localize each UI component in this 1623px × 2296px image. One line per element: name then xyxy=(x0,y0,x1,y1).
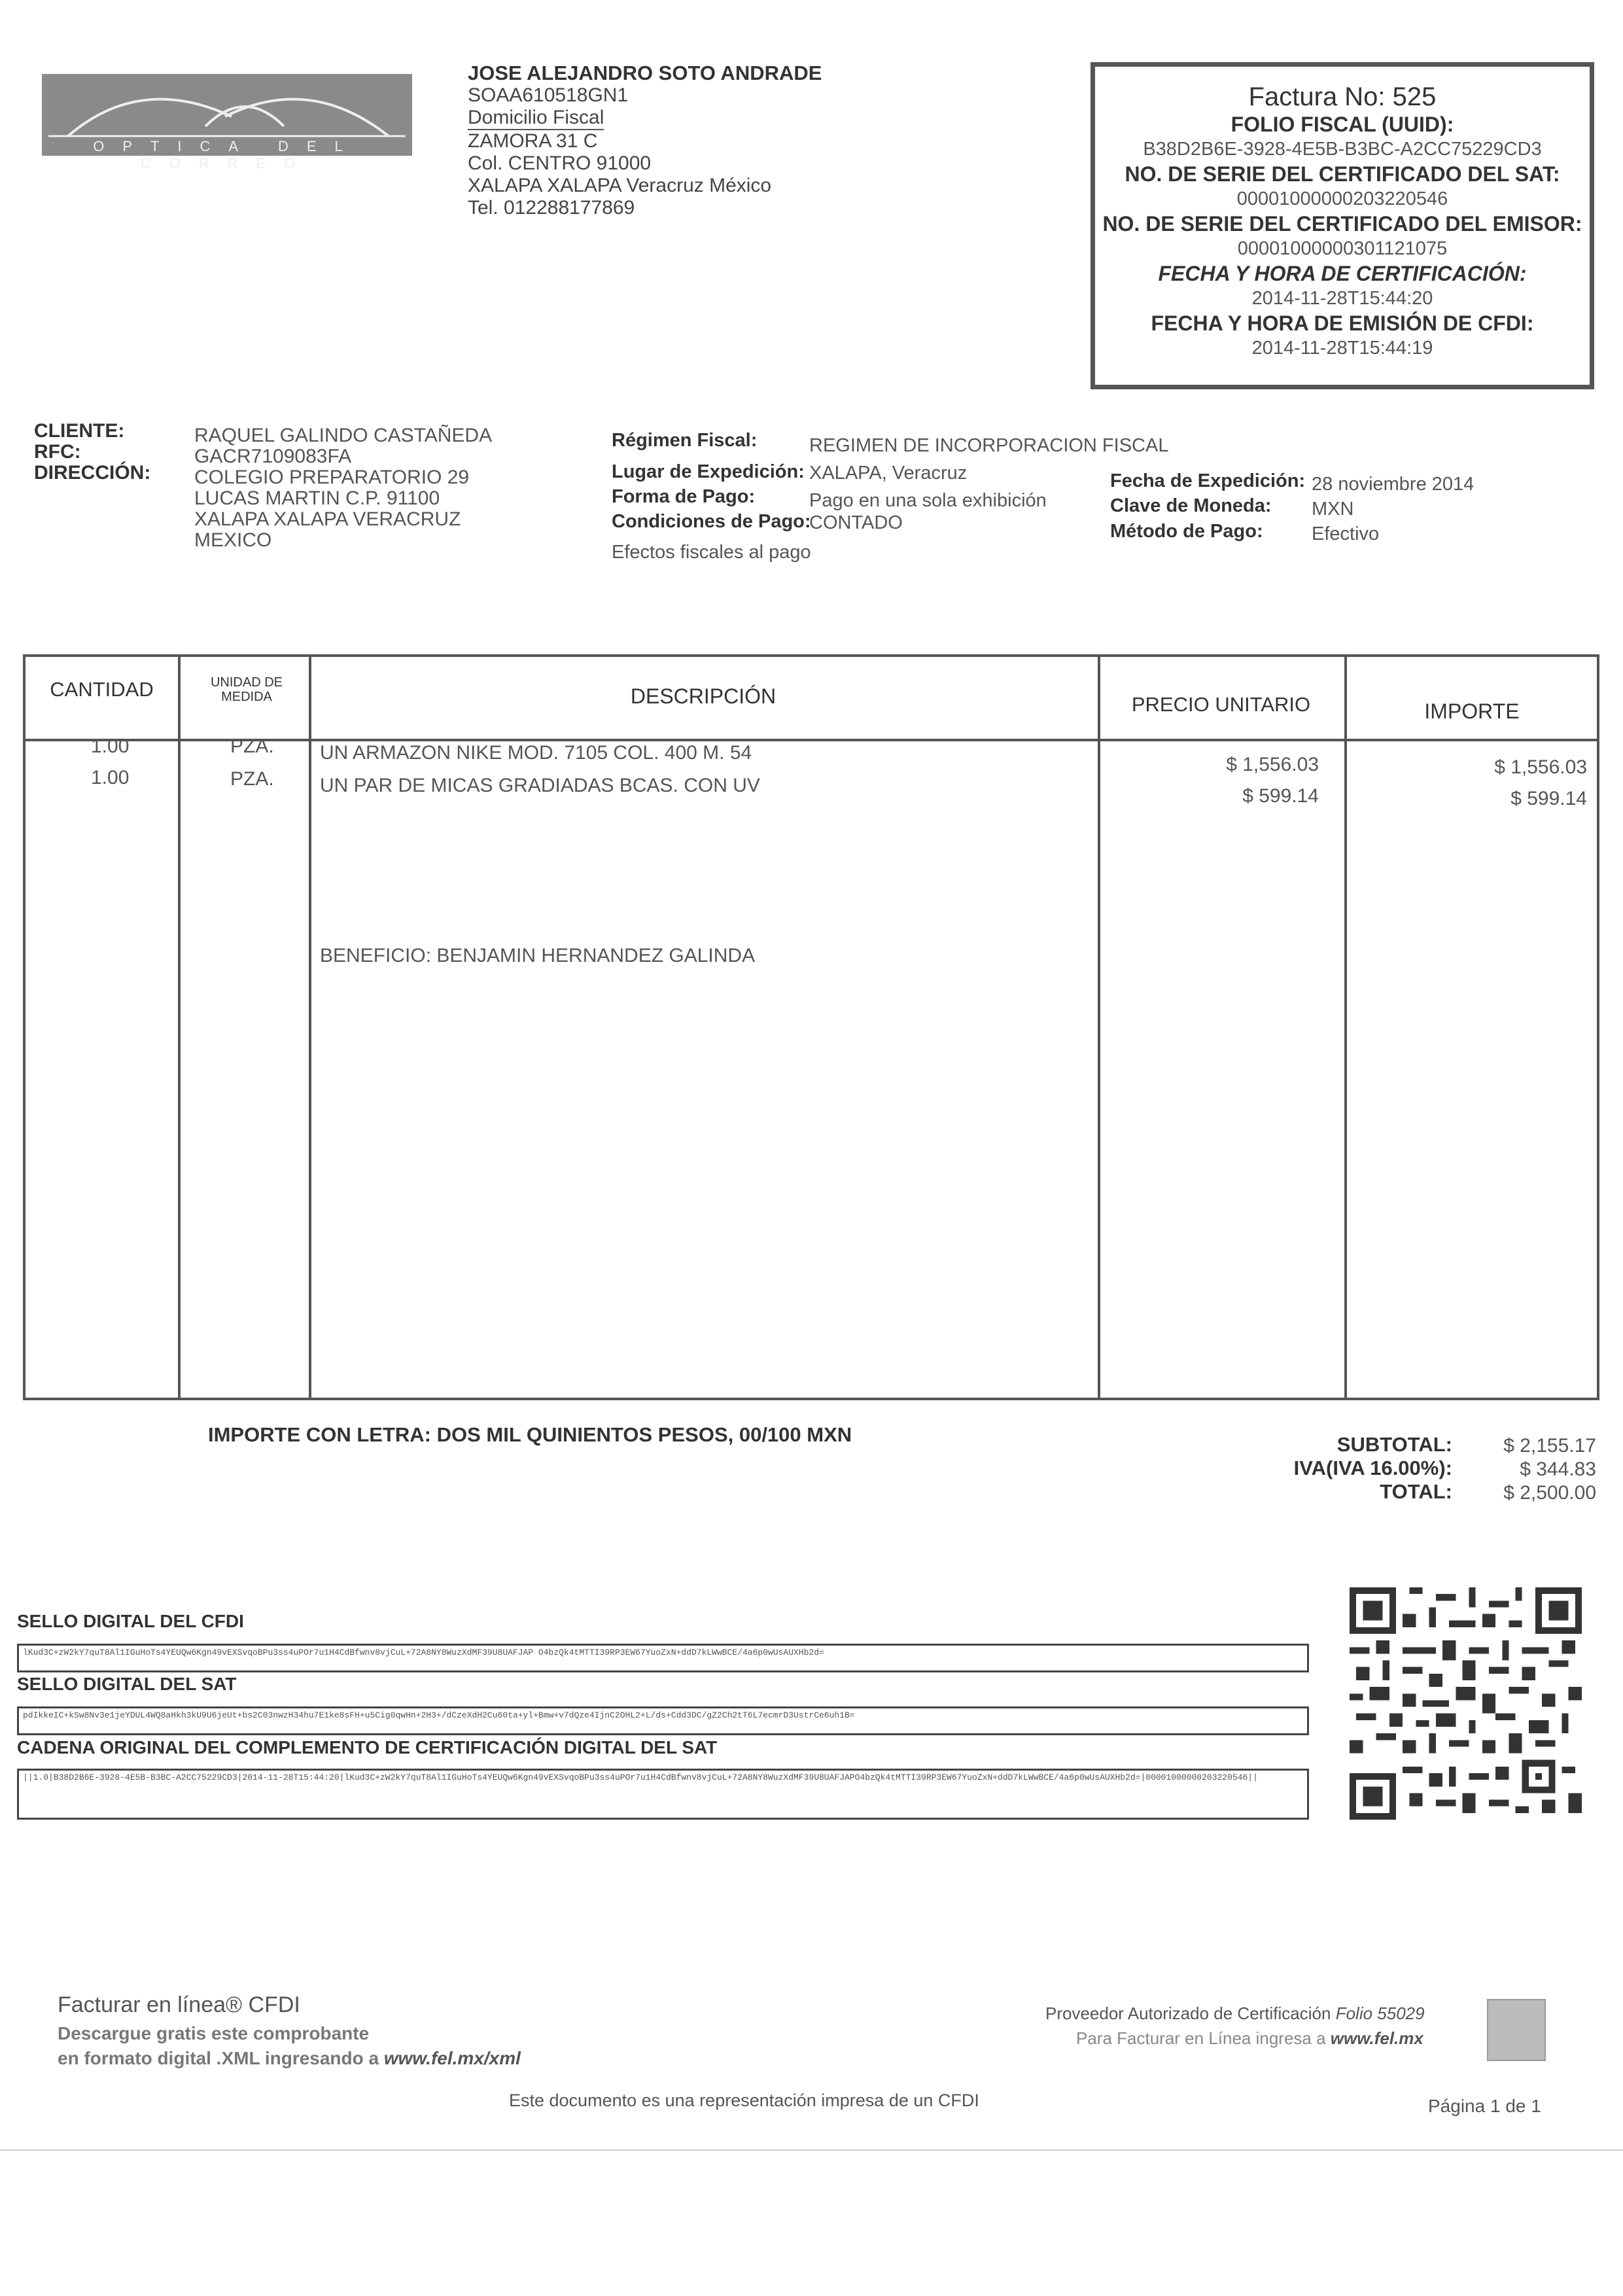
fecha-label: Fecha de Expedición: xyxy=(1110,470,1306,491)
row1-precio: $ 1,556.03 xyxy=(1226,754,1319,775)
sello-cfdi-label: SELLO DIGITAL DEL CFDI xyxy=(17,1611,244,1631)
row1-unidad: PZA. xyxy=(230,735,274,757)
page-number: Página 1 de 1 xyxy=(1428,2096,1541,2116)
sat-serial-label: NO. DE SERIE DEL CERTIFICADO DEL SAT: xyxy=(1125,162,1560,186)
client-addr1: COLEGIO PREPARATORIO 29 xyxy=(194,467,470,488)
total-label: TOTAL: xyxy=(1380,1480,1452,1503)
client-addr2: LUCAS MARTIN C.P. 91100 xyxy=(194,487,440,509)
issuer-phone: Tel. 012288177869 xyxy=(468,197,635,219)
invoice-number: Factura No: 525 xyxy=(1248,82,1437,111)
cert-date-label: FECHA Y HORA DE CERTIFICACIÓN: xyxy=(1158,262,1527,285)
col-divider xyxy=(1098,657,1100,1398)
iva-label: IVA(IVA 16.00%): xyxy=(1293,1457,1452,1479)
th-cantidad: CANTIDAD xyxy=(50,678,154,701)
regimen-label: Régimen Fiscal: xyxy=(612,430,758,451)
sello-sat-value: pdIkkeIC+kSw8Nv3e1jeYDUL4WQ8aHkh3kU9U6jeUt+bs2C03nwzH34hu7E1ke8sFH+u5Cig0qwHn+2H3+/dCzeXdH2Cu60ta+yl+Bmw+v7dQze4IjnC2OHL2+L/ds+Cdd3DC/gZ2Ch2tT6L7ecmrD3UstrCe6uh1B= xyxy=(17,1706,1309,1735)
folio-value: B38D2B6E-3928-4E5B-B3BC-A2CC75229CD3 xyxy=(1143,139,1542,160)
fecha-value: 28 noviembre 2014 xyxy=(1312,474,1475,495)
moneda-label: Clave de Moneda: xyxy=(1110,495,1272,516)
row2-importe: $ 599.14 xyxy=(1510,788,1587,809)
totals-labels xyxy=(1230,1433,1452,1504)
letra-value: DOS MIL QUINIENTOS PESOS, 00/100 MXN xyxy=(436,1423,852,1446)
footer-proveedor: Proveedor Autorizado de Certificación Folio 55029 xyxy=(1045,2004,1425,2023)
client-rfc: GACR7109083FA xyxy=(194,446,352,467)
footer-representacion: Este documento es una representación impresa de un CFDI xyxy=(509,2091,979,2110)
iva-value: $ 344.83 xyxy=(1520,1458,1596,1480)
direccion-label: DIRECCIÓN: xyxy=(34,462,151,484)
lugar-label: Lugar de Expedición: xyxy=(612,461,805,482)
th-descripcion: DESCRIPCIÓN xyxy=(630,684,777,708)
client-labels xyxy=(34,421,150,484)
subtotal-value: $ 2,155.17 xyxy=(1503,1435,1596,1457)
row2-unidad: PZA. xyxy=(230,768,274,790)
condiciones-value: CONTADO xyxy=(809,512,903,533)
footer-brand: Facturar en línea® CFDI xyxy=(58,1992,300,2017)
cliente-label: CLIENTE: xyxy=(34,420,125,442)
invoice-info-box xyxy=(1091,62,1594,389)
issuer-city: XALAPA XALAPA Veracruz México xyxy=(468,175,772,196)
xml-link[interactable]: www.fel.mx/xml xyxy=(383,2048,521,2068)
cadena-original-value: ||1.0|B38D2B6E-3928-4E5B-B3BC-A2CC75229CD3|2014-11-28T15:44:20|lKud3C+zW2kY7quT8Al1IGuHoTs4YEUQw6Kgn49vEXSvqoBPu3ss4uPOr7u1H4CdBfwnv8vjCuL+72A8NY8WuzXdMF39U8UAFJAPO4bzQk4tMTTI39RP3EW67YuoZxN+ddD7kLWwBCE/4a6p0wUsAUXHb2d=|00001000000203220546|| xyxy=(17,1769,1309,1820)
emisor-serial-label: NO. DE SERIE DEL CERTIFICADO DEL EMISOR: xyxy=(1102,212,1582,236)
sello-cfdi-value: lKud3C+zW2kY7quT8Al1IGuHoTs4YEUQw6Kgn49vEXSvqoBPu3ss4uPOr7u1H4CdBfwnv8vjCuL+72A8NY8WuzXdMF39U8UAFJAP O4bzQk4tMTTI39RP3EW67YuoZxN+ddD7kLWwBCE/4a6p0wUsAUXHb2d= xyxy=(17,1644,1309,1672)
metodo-label: Método de Pago: xyxy=(1110,521,1263,542)
total-value: $ 2,500.00 xyxy=(1503,1482,1596,1504)
letra-label: IMPORTE CON LETRA: xyxy=(208,1423,431,1446)
th-precio: PRECIO UNITARIO xyxy=(1131,693,1311,716)
lugar-value: XALAPA, Veracruz xyxy=(809,463,968,484)
emisor-serial-value: 00001000000301121075 xyxy=(1237,238,1448,259)
issuer-colonia: Col. CENTRO 91000 xyxy=(468,152,652,174)
footer-download-2: en formato digital .XML ingresando a www.fel.mx/xml xyxy=(58,2048,521,2068)
issuer-name: JOSE ALEJANDRO SOTO ANDRADE xyxy=(468,62,822,84)
emission-date-label: FECHA Y HORA DE EMISIÓN DE CFDI: xyxy=(1151,311,1534,335)
metodo-value: Efectivo xyxy=(1312,523,1380,544)
client-values xyxy=(194,425,492,551)
th-unidad: UNIDAD DE MEDIDA xyxy=(210,675,283,704)
footer-download-1: Descargue gratis este comprobante xyxy=(58,2023,370,2043)
importe-con-letra xyxy=(208,1423,852,1447)
regimen-value: REGIMEN DE INCORPORACION FISCAL xyxy=(809,435,1169,456)
row1-importe: $ 1,556.03 xyxy=(1494,756,1587,778)
page-bottom-divider xyxy=(0,2149,1623,2151)
folio-label: FOLIO FISCAL (UUID): xyxy=(1230,113,1454,136)
issuer-street: ZAMORA 31 C xyxy=(468,130,598,152)
col-divider xyxy=(1344,657,1347,1398)
forma-value: Pago en una sola exhibición xyxy=(809,490,1047,511)
qr-code xyxy=(1350,1587,1582,1820)
efectos-text: Efectos fiscales al pago xyxy=(612,542,811,563)
client-addr4: MEXICO xyxy=(194,529,272,551)
col-divider xyxy=(178,657,181,1398)
client-name: RAQUEL GALINDO CASTAÑEDA xyxy=(194,425,493,446)
footer-para-facturar: Para Facturar en Línea ingresa a www.fel.mx xyxy=(1076,2028,1423,2048)
emission-date-value: 2014-11-28T15:44:19 xyxy=(1251,338,1433,359)
row2-precio: $ 599.14 xyxy=(1242,785,1319,807)
row1-cantidad: 1.00 xyxy=(91,735,130,757)
client-addr3: XALAPA XALAPA VERACRUZ xyxy=(194,508,461,530)
forma-label: Forma de Pago: xyxy=(612,486,756,507)
sat-serial-value: 00001000000203220546 xyxy=(1236,188,1448,209)
sat-seal-icon xyxy=(1487,1999,1546,2061)
row2-cantidad: 1.00 xyxy=(91,767,130,788)
totals-values xyxy=(1465,1434,1596,1505)
rfc-label: RFC: xyxy=(34,441,81,463)
fel-link[interactable]: www.fel.mx xyxy=(1330,2028,1423,2048)
cert-date-value: 2014-11-28T15:44:20 xyxy=(1251,288,1433,309)
condiciones-label: Condiciones de Pago: xyxy=(612,511,811,532)
sello-sat-label: SELLO DIGITAL DEL SAT xyxy=(17,1674,237,1694)
beneficio-note: BENEFICIO: BENJAMIN HERNANDEZ GALINDA xyxy=(320,945,756,966)
th-importe: IMPORTE xyxy=(1424,699,1520,723)
issuer-rfc: SOAA610518GN1 xyxy=(468,84,629,106)
row2-descripcion: UN PAR DE MICAS GRADIADAS BCAS. CON UV xyxy=(320,775,760,796)
issuer-block xyxy=(468,62,822,219)
items-table xyxy=(23,654,1599,1400)
col-divider xyxy=(309,657,311,1398)
moneda-value: MXN xyxy=(1312,499,1354,520)
issuer-domicilio-label: Domicilio Fiscal xyxy=(468,107,604,130)
row1-descripcion: UN ARMAZON NIKE MOD. 7105 COL. 400 M. 54 xyxy=(320,742,752,764)
subtotal-label: SUBTOTAL: xyxy=(1336,1433,1452,1456)
cadena-original-label: CADENA ORIGINAL DEL COMPLEMENTO DE CERTIFICACIÓN DIGITAL DEL SAT xyxy=(17,1737,718,1757)
logo-text: OPTICA DEL CORREO xyxy=(93,138,361,171)
